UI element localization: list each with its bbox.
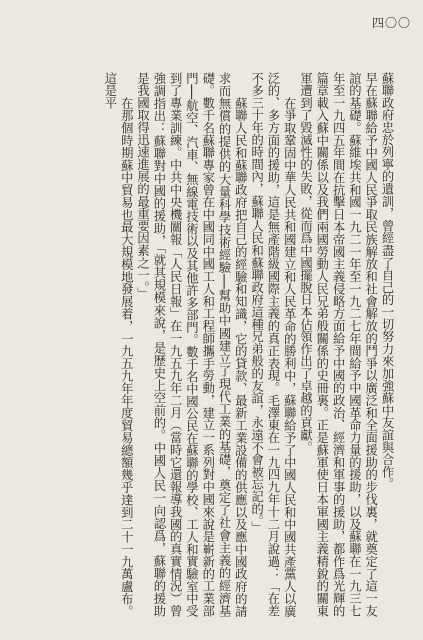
page-number: 四〇〇 [371, 16, 411, 30]
paragraph: 蘇聯人民和蘇聯政府把自己的經驗和知識，它的貸款、最新工業設備的供應以及應中國政府的請求而無償的提供的大量科學技術經驗──幫助中國建立了現代工業的基礎，奠定了社會主義的經濟基礎。數千名蘇聯專家曾在中國同中國工人和工程師攜手勞動，建立一系列對中國來說是嶄新的工業部門──航空、汽車、無線電技術以及其他許多部門。數千名中國公民在蘇聯的學校、工人和實驗室中受到了專業訓練。中共中央機關報「人民日報」在一九五九年二月（當時它還報導我國的真實情況）曾強調指出：蘇聯對中國的援助，「就其規模來說，是歷史上空前的。中國人民一向認爲，蘇聯的援助是我國取得迅速進展的最重要因素之一。」 [135, 72, 248, 617]
paragraph: 早在蘇聯給予中國人民爭取民族解放和社會解放的鬥爭以廣泛和全面援助的步伐裏，就奠定了這一友誼的基礎。蘇維埃共和國一九二一年至一九二七年間給予中國革命力量的援助，以及蘇聯在一九三七年至一九四五年間在抗擊日本帝國主義侵略方面給予中國的政治、經濟和軍事的援助，都作爲光輝的篇章載入蘇中關係以及我們兩國勞動人民兄弟般關係的史冊裏。正是蘇軍使日本軍國主義精銳的關東軍遭到了毀滅性的失敗，從而爲中國擺脫日本佔領作出了卓越的貢獻。 [298, 72, 378, 617]
body-text [20, 72, 395, 617]
paragraph: 在爭取鞏固中華人民共和國建立和人民革命的勝利中，蘇聯給予了中國人民和中國共產黨人以廣泛的、多方面的援助，這是無產階級國際主義的真正表現。毛澤東在一九四九年十二月說過：「在差不多三十年的時間內，蘇聯人民和蘇聯政府這種兄弟般的友誼，永遠不會被忘記的。」 [249, 72, 297, 617]
paragraph: 在那個時期蘇中貿易也最大規模地發展着，一九五九年年度貿易總額幾乎達到二十一九萬盧布。這是平 [102, 72, 134, 617]
paragraph: 蘇聯政府忠於列寧的遺訓，曾經盡了自己的一切努力來加強蘇中友誼與合作。 [380, 72, 394, 491]
